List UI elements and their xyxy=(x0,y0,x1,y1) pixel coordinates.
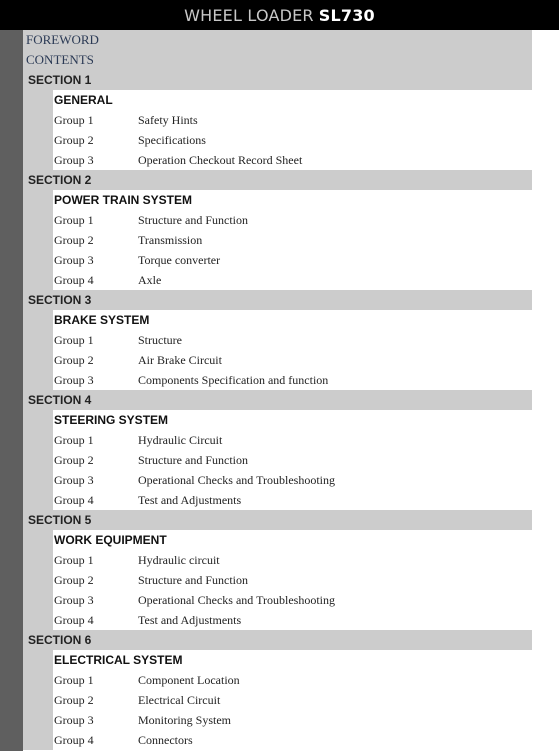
group-number: Group 1 xyxy=(54,212,94,227)
section-header[interactable]: SECTION 3 xyxy=(23,290,532,310)
group-number: Group 2 xyxy=(54,232,94,247)
group-title-link[interactable]: Electrical Circuit xyxy=(138,692,221,707)
group-number: Group 3 xyxy=(54,472,94,487)
group-title-link[interactable]: Structure xyxy=(138,332,182,347)
section-title[interactable]: STEERING SYSTEM xyxy=(54,413,169,427)
group-title-link[interactable]: Specifications xyxy=(138,132,206,147)
group-entry[interactable] xyxy=(53,690,532,710)
section-title[interactable]: WORK EQUIPMENT xyxy=(54,533,167,547)
group-number: Group 2 xyxy=(54,692,94,707)
group-number: Group 3 xyxy=(54,592,94,607)
header-model: SL730 xyxy=(318,5,375,25)
section-entries xyxy=(53,650,532,750)
section-body xyxy=(23,310,532,390)
indent-strip xyxy=(23,190,53,290)
group-title-link[interactable]: Connectors xyxy=(138,732,193,747)
indent-strip xyxy=(23,650,53,750)
group-number: Group 2 xyxy=(54,572,94,587)
group-number: Group 1 xyxy=(54,432,94,447)
section-entries xyxy=(53,190,532,290)
group-title-link[interactable]: Axle xyxy=(138,272,162,287)
group-number: Group 1 xyxy=(54,332,94,347)
indent-strip xyxy=(23,410,53,510)
group-number: Group 2 xyxy=(54,352,94,367)
section-header[interactable]: SECTION 1 xyxy=(23,70,532,90)
group-entry[interactable] xyxy=(53,550,532,570)
group-entry[interactable] xyxy=(53,230,532,250)
group-entry[interactable] xyxy=(53,250,532,270)
group-title-link[interactable]: Safety Hints xyxy=(138,112,198,127)
group-entry[interactable] xyxy=(53,710,532,730)
group-entry[interactable] xyxy=(53,150,532,170)
group-entry[interactable] xyxy=(53,270,532,290)
group-title-link[interactable]: Structure and Function xyxy=(138,572,248,587)
group-title-link[interactable]: Monitoring System xyxy=(138,712,232,727)
toc-content xyxy=(23,30,532,751)
group-title-link[interactable]: Components Specification and function xyxy=(138,372,329,387)
group-entry[interactable] xyxy=(53,610,532,630)
group-entry[interactable] xyxy=(53,590,532,610)
indent-strip xyxy=(23,310,53,390)
group-title-link[interactable]: Hydraulic Circuit xyxy=(138,432,223,447)
header-prefix: WHEEL LOADER xyxy=(184,5,314,25)
group-entry[interactable] xyxy=(53,350,532,370)
group-entry[interactable] xyxy=(53,450,532,470)
group-entry[interactable] xyxy=(53,730,532,750)
section-header[interactable]: SECTION 2 xyxy=(23,170,532,190)
group-number: Group 1 xyxy=(54,672,94,687)
section-entries xyxy=(53,90,532,170)
group-number: Group 4 xyxy=(54,732,94,747)
group-title-link[interactable]: Structure and Function xyxy=(138,212,248,227)
group-number: Group 3 xyxy=(54,152,94,167)
group-number: Group 2 xyxy=(54,452,94,467)
section-header[interactable]: SECTION 5 xyxy=(23,510,532,530)
group-entry[interactable] xyxy=(53,130,532,150)
page-header xyxy=(0,0,559,30)
group-title-link[interactable]: Air Brake Circuit xyxy=(138,352,222,367)
group-number: Group 1 xyxy=(54,552,94,567)
section-header[interactable]: SECTION 6 xyxy=(23,630,532,650)
section-body xyxy=(23,410,532,510)
foreword-link[interactable]: FOREWORD xyxy=(23,30,532,50)
group-number: Group 1 xyxy=(54,112,94,127)
group-entry[interactable] xyxy=(53,330,532,350)
group-title-link[interactable]: Test and Adjustments xyxy=(138,612,242,627)
group-entry[interactable] xyxy=(53,110,532,130)
section-entries xyxy=(53,530,532,630)
group-title-link[interactable]: Hydraulic circuit xyxy=(138,552,220,567)
group-title-link[interactable]: Operational Checks and Troubleshooting xyxy=(138,592,335,607)
group-number: Group 4 xyxy=(54,612,94,627)
group-title-link[interactable]: Test and Adjustments xyxy=(138,492,242,507)
group-number: Group 2 xyxy=(54,132,94,147)
group-title-link[interactable]: Torque converter xyxy=(138,252,221,267)
group-number: Group 3 xyxy=(54,252,94,267)
section-body xyxy=(23,90,532,170)
section-entries xyxy=(53,310,532,390)
group-number: Group 4 xyxy=(54,272,94,287)
section-body xyxy=(23,650,532,750)
group-title-link[interactable]: Operation Checkout Record Sheet xyxy=(138,152,303,167)
section-body xyxy=(23,530,532,630)
group-number: Group 3 xyxy=(54,712,94,727)
group-title-link[interactable]: Component Location xyxy=(138,672,240,687)
section-header[interactable]: SECTION 4 xyxy=(23,390,532,410)
section-title[interactable]: GENERAL xyxy=(54,93,113,107)
section-title[interactable]: ELECTRICAL SYSTEM xyxy=(54,653,183,667)
contents-link[interactable]: CONTENTS xyxy=(23,50,532,70)
group-entry[interactable] xyxy=(53,570,532,590)
indent-strip xyxy=(23,530,53,630)
group-title-link[interactable]: Operational Checks and Troubleshooting xyxy=(138,472,335,487)
group-title-link[interactable]: Transmission xyxy=(138,232,203,247)
section-body xyxy=(23,190,532,290)
section-title[interactable]: POWER TRAIN SYSTEM xyxy=(54,193,193,207)
group-entry[interactable] xyxy=(53,370,532,390)
group-entry[interactable] xyxy=(53,430,532,450)
group-entry[interactable] xyxy=(53,670,532,690)
indent-strip xyxy=(23,90,53,170)
group-number: Group 4 xyxy=(54,492,94,507)
group-entry[interactable] xyxy=(53,470,532,490)
group-entry[interactable] xyxy=(53,210,532,230)
section-entries xyxy=(53,410,532,510)
section-title[interactable]: BRAKE SYSTEM xyxy=(54,313,150,327)
sections-list xyxy=(23,70,532,750)
group-entry[interactable] xyxy=(53,490,532,510)
left-sidebar-strip xyxy=(0,30,23,751)
group-title-link[interactable]: Structure and Function xyxy=(138,452,248,467)
group-number: Group 3 xyxy=(54,372,94,387)
